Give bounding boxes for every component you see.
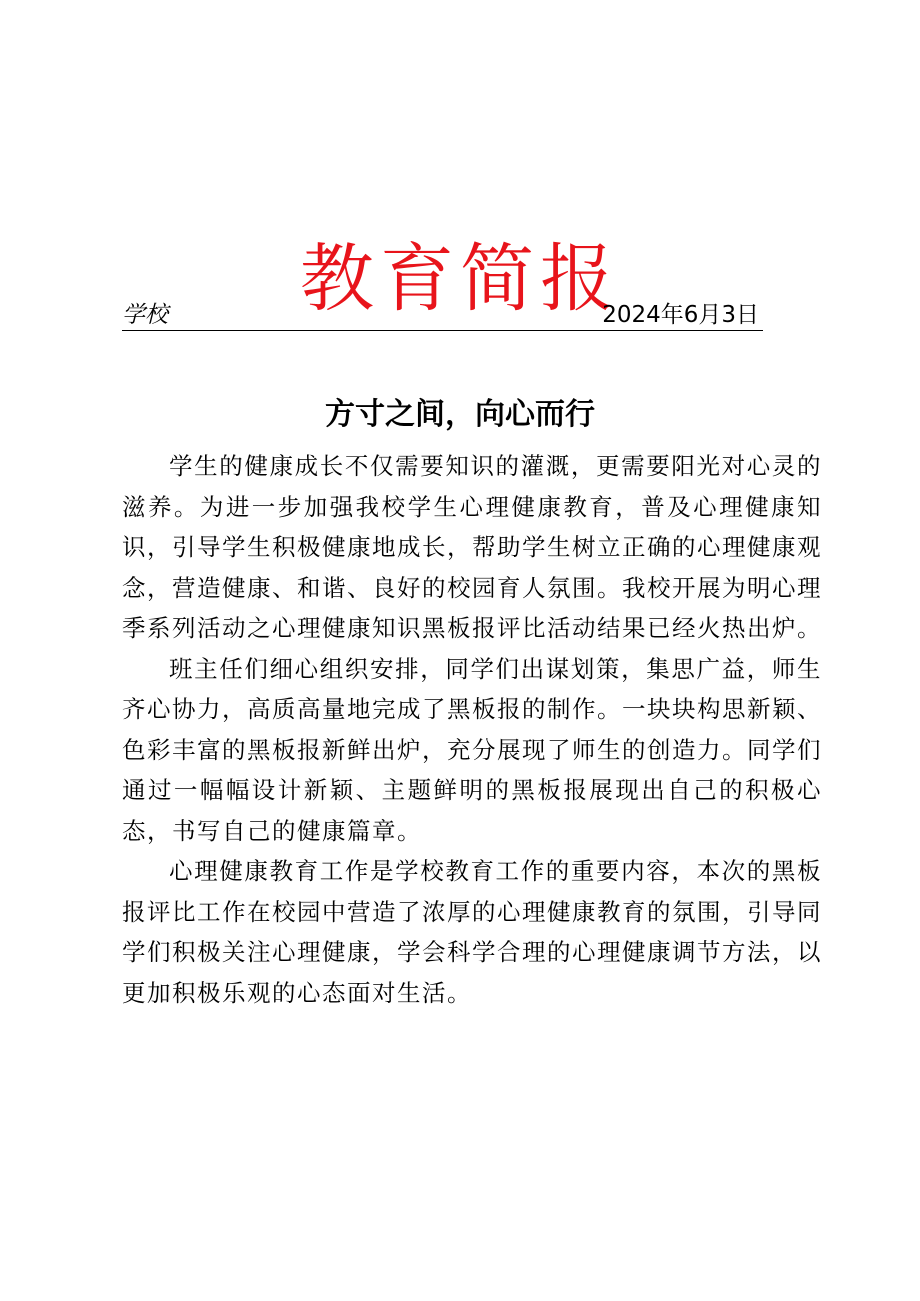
- info-row: [122, 300, 763, 331]
- paragraph-3: 心理健康教育工作是学校教育工作的重要内容，本次的黑板报评比工作在校园中营造了浓厚的心理健康教育的氛围，引导同学们积极关注心理健康，学会科学合理的心理健康调节方法，以更加积极乐观的心态面对生活。: [122, 857, 822, 1007]
- newsletter-masthead: 教育简报: [300, 235, 620, 322]
- article-headline: 方寸之间，向心而行: [325, 396, 595, 432]
- school-label: 学校: [122, 302, 168, 328]
- paragraph-1: 学生的健康成长不仅需要知识的灌溉，更需要阳光对心灵的滋养。为进一步加强我校学生心理健康教育，普及心理健康知识，引导学生积极健康地成长，帮助学生树立正确的心理健康观念，营造健康、和谐、良好的校园育人氛围。我校开展为明心理季系列活动之心理健康知识黑板报评比活动结果已经火热出炉。: [122, 452, 822, 642]
- paragraph-2: 班主任们细心组织安排，同学们出谋划策，集思广益，师生齐心协力，高质高量地完成了黑板报的制作。一块块构思新颖、色彩丰富的黑板报新鲜出炉，充分展现了师生的创造力。同学们通过一幅幅设计新颖、主题鲜明的黑板报展现出自己的积极心态，书写自己的健康篇章。: [122, 654, 822, 845]
- issue-date: 2024年6月3日: [602, 302, 759, 328]
- article-body: [122, 446, 822, 1013]
